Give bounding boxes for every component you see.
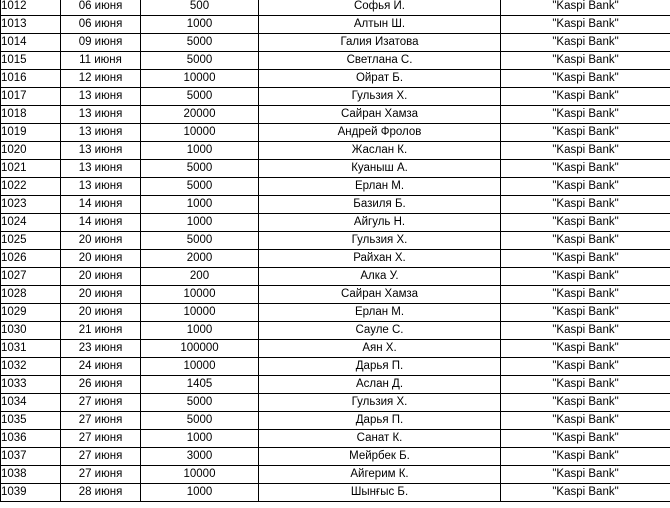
cell-date[interactable]: 23 июня	[61, 340, 141, 358]
cell-name[interactable]: Базиля Б.	[259, 196, 501, 214]
table-body	[1, 0, 670, 502]
cell-bank[interactable]: "Kaspi Bank"	[501, 394, 670, 412]
cell-name[interactable]: Аслан Д.	[259, 376, 501, 394]
cell-amount[interactable]: 1405	[141, 376, 259, 394]
table-row	[1, 286, 670, 304]
table-row	[1, 142, 670, 160]
cell-number[interactable]: 1023	[1, 196, 61, 214]
cell-number[interactable]: 1037	[1, 448, 61, 466]
cell-number[interactable]: 1026	[1, 250, 61, 268]
cell-name[interactable]: Гульзия Х.	[259, 88, 501, 106]
cell-amount[interactable]: 5000	[141, 34, 259, 52]
cell-number[interactable]: 1017	[1, 88, 61, 106]
table-row	[1, 484, 670, 502]
table-row	[1, 412, 670, 430]
table-row	[1, 340, 670, 358]
cell-amount[interactable]: 10000	[141, 124, 259, 142]
table-row	[1, 448, 670, 466]
cell-name[interactable]: Галия Изатова	[259, 34, 501, 52]
cell-date[interactable]: 12 июня	[61, 70, 141, 88]
cell-name[interactable]: Айгерим К.	[259, 466, 501, 484]
cell-name[interactable]: Гульзия Х.	[259, 232, 501, 250]
cell-bank[interactable]: "Kaspi Bank"	[501, 412, 670, 430]
cell-amount[interactable]: 5000	[141, 52, 259, 70]
cell-name[interactable]: Куаныш А.	[259, 160, 501, 178]
cell-bank[interactable]: "Kaspi Bank"	[501, 358, 670, 376]
cell-date[interactable]: 20 июня	[61, 304, 141, 322]
cell-number[interactable]: 1014	[1, 34, 61, 52]
cell-date[interactable]: 06 июня	[61, 16, 141, 34]
cell-name[interactable]: Софья И.	[259, 0, 501, 16]
cell-bank[interactable]: "Kaspi Bank"	[501, 376, 670, 394]
table-row	[1, 178, 670, 196]
cell-name[interactable]: Аян Х.	[259, 340, 501, 358]
cell-date[interactable]: 21 июня	[61, 322, 141, 340]
cell-date[interactable]: 13 июня	[61, 88, 141, 106]
cell-number[interactable]: 1015	[1, 52, 61, 70]
cell-date[interactable]: 20 июня	[61, 286, 141, 304]
cell-amount[interactable]: 1000	[141, 142, 259, 160]
table-row	[1, 160, 670, 178]
table-row	[1, 196, 670, 214]
cell-name[interactable]: Гульзия Х.	[259, 394, 501, 412]
cell-number[interactable]: 1025	[1, 232, 61, 250]
cell-amount[interactable]: 1000	[141, 322, 259, 340]
cell-date[interactable]: 14 июня	[61, 214, 141, 232]
cell-number[interactable]: 1027	[1, 268, 61, 286]
cell-amount[interactable]: 1000	[141, 214, 259, 232]
cell-date[interactable]: 13 июня	[61, 178, 141, 196]
cell-name[interactable]: Светлана С.	[259, 52, 501, 70]
cell-bank[interactable]: "Kaspi Bank"	[501, 448, 670, 466]
cell-bank[interactable]: "Kaspi Bank"	[501, 52, 670, 70]
cell-bank[interactable]: "Kaspi Bank"	[501, 304, 670, 322]
cell-date[interactable]: 24 июня	[61, 358, 141, 376]
cell-bank[interactable]: "Kaspi Bank"	[501, 16, 670, 34]
cell-amount[interactable]: 10000	[141, 70, 259, 88]
cell-number[interactable]: 1030	[1, 322, 61, 340]
table-row	[1, 466, 670, 484]
cell-bank[interactable]: "Kaspi Bank"	[501, 214, 670, 232]
cell-bank[interactable]: "Kaspi Bank"	[501, 196, 670, 214]
table-row	[1, 34, 670, 52]
cell-amount[interactable]: 1000	[141, 430, 259, 448]
cell-number[interactable]: 1020	[1, 142, 61, 160]
cell-name[interactable]: Ерлан М.	[259, 304, 501, 322]
cell-bank[interactable]: "Kaspi Bank"	[501, 232, 670, 250]
cell-amount[interactable]: 3000	[141, 448, 259, 466]
cell-number[interactable]: 1033	[1, 376, 61, 394]
cell-number[interactable]: 1019	[1, 124, 61, 142]
cell-bank[interactable]: "Kaspi Bank"	[501, 70, 670, 88]
cell-bank[interactable]: "Kaspi Bank"	[501, 34, 670, 52]
cell-date[interactable]: 09 июня	[61, 34, 141, 52]
cell-date[interactable]: 28 июня	[61, 484, 141, 502]
cell-name[interactable]: Айгуль Н.	[259, 214, 501, 232]
cell-bank[interactable]: "Kaspi Bank"	[501, 268, 670, 286]
cell-date[interactable]: 27 июня	[61, 394, 141, 412]
cell-amount[interactable]: 2000	[141, 250, 259, 268]
table-row	[1, 88, 670, 106]
cell-date[interactable]: 27 июня	[61, 466, 141, 484]
cell-name[interactable]: Сайран Хамза	[259, 286, 501, 304]
cell-amount[interactable]: 5000	[141, 412, 259, 430]
cell-name[interactable]: Райхан Х.	[259, 250, 501, 268]
cell-date[interactable]: 27 июня	[61, 430, 141, 448]
cell-bank[interactable]: "Kaspi Bank"	[501, 0, 670, 16]
cell-name[interactable]: Дарья П.	[259, 358, 501, 376]
cell-name[interactable]: Ерлан М.	[259, 178, 501, 196]
table-row	[1, 322, 670, 340]
cell-name[interactable]: Дарья П.	[259, 412, 501, 430]
cell-name[interactable]: Санат К.	[259, 430, 501, 448]
table-row	[1, 0, 670, 16]
cell-bank[interactable]: "Kaspi Bank"	[501, 322, 670, 340]
table-row	[1, 70, 670, 88]
cell-number[interactable]: 1032	[1, 358, 61, 376]
cell-date[interactable]: 27 июня	[61, 448, 141, 466]
cell-amount[interactable]: 100000	[141, 340, 259, 358]
cell-date[interactable]: 27 июня	[61, 412, 141, 430]
table-row	[1, 376, 670, 394]
table-row	[1, 16, 670, 34]
cell-date[interactable]: 20 июня	[61, 232, 141, 250]
cell-bank[interactable]: "Kaspi Bank"	[501, 466, 670, 484]
cell-bank[interactable]: "Kaspi Bank"	[501, 142, 670, 160]
table-row	[1, 52, 670, 70]
cell-number[interactable]: 1021	[1, 160, 61, 178]
cell-date[interactable]: 13 июня	[61, 124, 141, 142]
cell-number[interactable]: 1039	[1, 484, 61, 502]
cell-date[interactable]: 26 июня	[61, 376, 141, 394]
cell-bank[interactable]: "Kaspi Bank"	[501, 250, 670, 268]
cell-amount[interactable]: 1000	[141, 196, 259, 214]
table-row	[1, 250, 670, 268]
table-row	[1, 124, 670, 142]
cell-name[interactable]: Мейрбек Б.	[259, 448, 501, 466]
cell-bank[interactable]: "Kaspi Bank"	[501, 124, 670, 142]
cell-date[interactable]: 20 июня	[61, 268, 141, 286]
table-row	[1, 268, 670, 286]
cell-number[interactable]: 1022	[1, 178, 61, 196]
cell-amount[interactable]: 500	[141, 0, 259, 16]
cell-date[interactable]: 06 июня	[61, 0, 141, 16]
cell-date[interactable]: 13 июня	[61, 160, 141, 178]
cell-amount[interactable]: 5000	[141, 178, 259, 196]
cell-date[interactable]: 11 июня	[61, 52, 141, 70]
cell-bank[interactable]: "Kaspi Bank"	[501, 160, 670, 178]
cell-name[interactable]: Сауле С.	[259, 322, 501, 340]
table-row	[1, 232, 670, 250]
cell-amount[interactable]: 10000	[141, 304, 259, 322]
cell-number[interactable]: 1012	[1, 0, 61, 16]
cell-name[interactable]: Жаслан К.	[259, 142, 501, 160]
cell-amount[interactable]: 5000	[141, 88, 259, 106]
cell-number[interactable]: 1031	[1, 340, 61, 358]
cell-name[interactable]: Андрей Фролов	[259, 124, 501, 142]
cell-amount[interactable]: 200	[141, 268, 259, 286]
cell-amount[interactable]: 10000	[141, 286, 259, 304]
cell-amount[interactable]: 10000	[141, 466, 259, 484]
cell-amount[interactable]: 5000	[141, 394, 259, 412]
table-row	[1, 430, 670, 448]
table-row	[1, 304, 670, 322]
cell-number[interactable]: 1034	[1, 394, 61, 412]
cell-bank[interactable]: "Kaspi Bank"	[501, 484, 670, 502]
cell-date[interactable]: 13 июня	[61, 142, 141, 160]
cell-amount[interactable]: 1000	[141, 16, 259, 34]
cell-name[interactable]: Алка У.	[259, 268, 501, 286]
cell-number[interactable]: 1016	[1, 70, 61, 88]
cell-name[interactable]: Алтын Ш.	[259, 16, 501, 34]
table-row	[1, 358, 670, 376]
cell-number[interactable]: 1036	[1, 430, 61, 448]
cell-bank[interactable]: "Kaspi Bank"	[501, 106, 670, 124]
cell-bank[interactable]: "Kaspi Bank"	[501, 340, 670, 358]
cell-amount[interactable]: 1000	[141, 484, 259, 502]
cell-date[interactable]: 20 июня	[61, 250, 141, 268]
cell-number[interactable]: 1028	[1, 286, 61, 304]
cell-name[interactable]: Ойрат Б.	[259, 70, 501, 88]
cell-number[interactable]: 1029	[1, 304, 61, 322]
table-row	[1, 214, 670, 232]
cell-amount[interactable]: 10000	[141, 358, 259, 376]
cell-bank[interactable]: "Kaspi Bank"	[501, 88, 670, 106]
cell-name[interactable]: Шынғыс Б.	[259, 484, 501, 502]
cell-bank[interactable]: "Kaspi Bank"	[501, 286, 670, 304]
cell-number[interactable]: 1024	[1, 214, 61, 232]
cell-amount[interactable]: 5000	[141, 232, 259, 250]
table-row	[1, 394, 670, 412]
cell-name[interactable]: Сайран Хамза	[259, 106, 501, 124]
cell-number[interactable]: 1018	[1, 106, 61, 124]
table-row	[1, 106, 670, 124]
cell-amount[interactable]: 20000	[141, 106, 259, 124]
cell-date[interactable]: 14 июня	[61, 196, 141, 214]
cell-date[interactable]: 13 июня	[61, 106, 141, 124]
cell-number[interactable]: 1035	[1, 412, 61, 430]
cell-number[interactable]: 1038	[1, 466, 61, 484]
cell-amount[interactable]: 5000	[141, 160, 259, 178]
cell-bank[interactable]: "Kaspi Bank"	[501, 430, 670, 448]
cell-number[interactable]: 1013	[1, 16, 61, 34]
cell-bank[interactable]: "Kaspi Bank"	[501, 178, 670, 196]
